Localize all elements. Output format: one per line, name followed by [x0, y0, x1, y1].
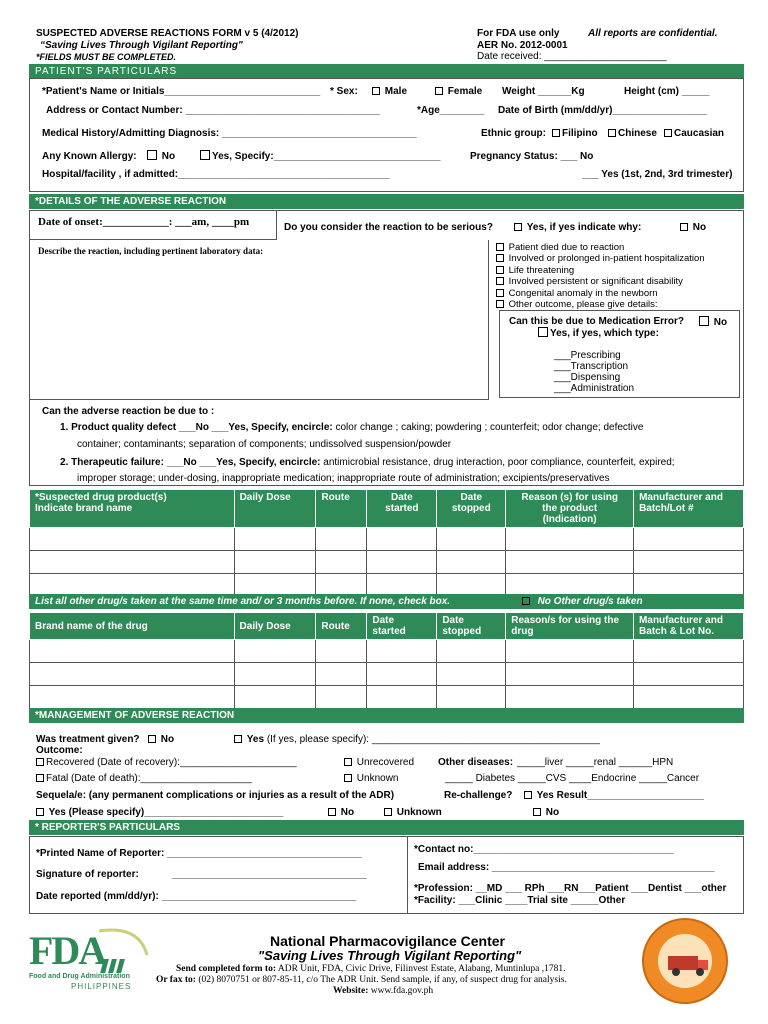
unknown-option[interactable]: Unknown	[344, 773, 398, 784]
serious-no-checkbox[interactable]	[680, 223, 688, 231]
other-drugs-table	[29, 612, 744, 709]
rechallenge-yes-option[interactable]: Yes Result_____________________	[524, 790, 704, 801]
facility-field[interactable]: *Facility: ___Clinic ____Trial site _____Other	[414, 895, 626, 906]
col-date-started: Date started	[367, 490, 437, 528]
col-daily-dose: Daily Dose	[234, 613, 316, 640]
ethnic-label: Ethnic group:	[481, 128, 546, 139]
treatment-no-checkbox[interactable]	[148, 735, 156, 743]
weight-field[interactable]: Weight ______Kg	[502, 86, 585, 97]
due-to-question: Can the adverse reaction be due to :	[42, 406, 215, 417]
other-diseases-label: Other diseases:	[438, 757, 514, 768]
medical-history-field[interactable]: Medical History/Admitting Diagnosis: ___________________________________	[42, 128, 417, 139]
chinese-option[interactable]: Chinese	[608, 128, 657, 139]
header-slogan: “Saving Lives Through Vigilant Reporting"	[40, 40, 243, 51]
serious-question: Do you consider the reaction to be serious?	[284, 222, 493, 233]
table-row	[30, 640, 744, 663]
outcome-checkbox[interactable]	[496, 289, 504, 297]
outcome-checkbox[interactable]	[496, 254, 504, 262]
fax-to: Or fax to: (02) 8070751 or 807-85-11, c/o The ADR Unit. Send sample, if any, of suspect drug for analysis.	[156, 975, 567, 985]
col-date-stopped: Date stopped	[437, 490, 506, 528]
required-note: *FIELDS MUST BE COMPLETED.	[36, 52, 177, 62]
confidential-note: All reports are confidential.	[588, 28, 718, 39]
therapeutic-failure-options: improper storage; under-dosing, inappropriate medication; inappropriate route of administration; excipients/preservatives	[77, 473, 610, 484]
age-field[interactable]: *Age________	[417, 105, 485, 116]
hospital-field[interactable]: Hospital/facility , if admitted:______________________________________	[42, 169, 390, 180]
outcome-checkbox[interactable]	[496, 266, 504, 274]
outcome-item[interactable]: Involved persistent or significant disability	[496, 276, 705, 287]
med-error-type[interactable]: ___Administration	[554, 383, 635, 394]
fda-logo-text: FDA	[29, 928, 106, 973]
outcome-item[interactable]: Congenital anomaly in the newborn	[496, 288, 705, 299]
send-to: Send completed form to: ADR Unit, FDA, Civic Drive, Filinvest Estate, Alabang, Muntinlupa ,1781.	[176, 964, 566, 974]
allergy-label: Any Known Allergy:	[42, 151, 137, 162]
suspected-drug-table	[29, 489, 744, 597]
med-error-question: Can this be due to Medication Error?	[509, 316, 685, 327]
filipino-checkbox[interactable]	[552, 129, 560, 137]
describe-reaction-area[interactable]	[29, 240, 489, 400]
outcome-checkbox[interactable]	[496, 300, 504, 308]
reporter-divider	[407, 836, 408, 914]
no-other-drugs-option[interactable]: No Other drug/s taken	[522, 596, 643, 607]
table-row	[30, 551, 744, 574]
col-route: Route	[316, 613, 367, 640]
outcome-list	[496, 242, 705, 310]
med-error-yes-checkbox[interactable]	[538, 327, 548, 337]
unknown-checkbox[interactable]	[344, 774, 352, 782]
diseases-line-2[interactable]: _____ Diabetes _____CVS ____Endocrine _____Cancer	[445, 773, 700, 784]
col-suspected-drug: *Suspected drug product(s) Indicate brand name	[30, 490, 235, 528]
sex-label: * Sex:	[330, 86, 358, 97]
rechallenge-label: Re-challenge?	[444, 790, 513, 801]
signature-field[interactable]: ___________________________________	[172, 869, 367, 880]
contact-field[interactable]: *Contact no:____________________________________	[414, 844, 674, 855]
rechallenge-no-option[interactable]: No	[533, 807, 559, 818]
med-error-no-checkbox[interactable]	[699, 316, 709, 326]
med-error-yes-option[interactable]: Yes, if yes, which type:	[538, 327, 659, 339]
col-date-stopped: Date stopped	[437, 613, 506, 640]
product-quality-defect[interactable]: 1. Product quality defect ___No ___Yes, Specify, encircle: color change ; caking; powdering ; counterfeit; odor change; defective	[60, 422, 644, 433]
rechallenge-no-checkbox[interactable]	[533, 808, 541, 816]
med-error-type[interactable]: ___Transcription	[554, 361, 629, 372]
outcome-label: Outcome:	[36, 745, 83, 756]
onset-field[interactable]: Date of onset:____________: ___am, ____pm	[38, 216, 250, 228]
serious-yes-checkbox[interactable]	[514, 223, 522, 231]
rechallenge-yes-checkbox[interactable]	[524, 791, 532, 799]
male-option[interactable]: Male	[372, 86, 407, 97]
fatal-checkbox[interactable]	[36, 774, 44, 782]
table-row	[30, 528, 744, 551]
recovered-checkbox[interactable]	[36, 758, 44, 766]
sequela-unknown-option[interactable]: Unknown	[384, 807, 442, 818]
date-received-field[interactable]: Date received: ______________________	[477, 51, 667, 62]
fda-logo-country: PHILIPPINES	[71, 982, 132, 991]
email-field[interactable]: Email address: ________________________________________	[418, 862, 715, 873]
fda-logo-subtitle: Food and Drug Administration	[29, 973, 130, 980]
serious-yes-option[interactable]: Yes, if yes indicate why:	[514, 222, 641, 233]
caucasian-option[interactable]: Caucasian	[664, 128, 724, 139]
col-reason: Reason/s for using the drug	[506, 613, 634, 640]
allergy-yes-checkbox[interactable]	[200, 150, 210, 160]
pregnancy-status[interactable]: Pregnancy Status: ___ No	[470, 151, 594, 162]
treatment-question: Was treatment given?	[36, 734, 140, 745]
other-drugs-instruction: List all other drug/s taken at the same time and/ or 3 months before. If none, check box.	[35, 596, 451, 607]
aer-number: AER No. 2012-0001	[477, 40, 568, 51]
website[interactable]: Website: www.fda.gov.ph	[333, 986, 434, 996]
fda-logo	[29, 925, 149, 995]
col-date-started: Date started	[367, 613, 437, 640]
describe-label: Describe the reaction, including pertinent laboratory data:	[38, 246, 264, 256]
treatment-no-option[interactable]: No	[148, 734, 174, 745]
diseases-line-1[interactable]: _____liver _____renal ______HPN	[517, 757, 674, 768]
chinese-checkbox[interactable]	[608, 129, 616, 137]
table-row	[30, 663, 744, 686]
address-field[interactable]: Address or Contact Number: ___________________________________	[46, 105, 381, 116]
unrecovered-option[interactable]: Unrecovered	[344, 757, 414, 768]
med-error-types	[554, 350, 634, 394]
outcome-item[interactable]: Involved or prolonged in-patient hospitalization	[496, 253, 705, 264]
allergy-no-option[interactable]: No	[147, 150, 175, 162]
other-drugs-bar	[29, 594, 744, 609]
fatal-option[interactable]: Fatal (Date of death):____________________	[36, 773, 252, 784]
col-manufacturer: Manufacturer and Batch/Lot #	[634, 490, 744, 528]
therapeutic-failure[interactable]: 2. Therapeutic failure: ___No ___Yes, Specify, encircle: antimicrobial resistance, drug interaction, poor compliance, counterfeit, expired;	[60, 457, 675, 468]
sequela-label: Sequela/e: (any permanent complications or injuries as a result of the ADR)	[36, 790, 395, 801]
pharmacovigilance-seal	[642, 918, 728, 1004]
outcome-checkbox[interactable]	[496, 243, 504, 251]
treatment-yes-option[interactable]: Yes (If yes, please specify): _________________________________________	[234, 734, 600, 745]
outcome-item[interactable]: Patient died due to reaction	[496, 242, 705, 253]
allergy-no-checkbox[interactable]	[147, 150, 157, 160]
med-error-no-option[interactable]: No	[699, 316, 727, 328]
recovered-option[interactable]: Recovered (Date of recovery):_____________________	[36, 757, 297, 768]
sequela-unknown-checkbox[interactable]	[384, 808, 392, 816]
reporter-name-field[interactable]: *Printed Name of Reporter: ___________________________________	[36, 848, 362, 859]
col-reason: Reason (s) for using the product (Indication)	[506, 490, 634, 528]
filipino-option[interactable]: Filipino	[552, 128, 598, 139]
signature-label: Signature of reporter:	[36, 869, 139, 880]
col-brand-name: Brand name of the drug	[30, 613, 235, 640]
center-name: National Pharmacovigilance Center	[270, 933, 505, 949]
no-other-drugs-checkbox[interactable]	[522, 597, 530, 605]
male-checkbox[interactable]	[372, 87, 380, 95]
section-management: *MANAGEMENT OF ADVERSE REACTION	[29, 708, 744, 723]
footer-slogan: "Saving Lives Through Vigilant Reporting"	[258, 948, 522, 963]
unrecovered-checkbox[interactable]	[344, 758, 352, 766]
sequela-yes-checkbox[interactable]	[36, 808, 44, 816]
section-reporter: * REPORTER'S PARTICULARS	[29, 820, 744, 835]
female-option[interactable]: Female	[435, 86, 482, 97]
allergy-yes-option[interactable]: Yes, Specify:______________________________	[200, 150, 441, 162]
serious-no-option[interactable]: No	[680, 222, 706, 233]
med-error-type[interactable]: ___Dispensing	[554, 372, 621, 383]
treatment-yes-checkbox[interactable]	[234, 735, 242, 743]
sequela-no-option[interactable]: No	[328, 807, 354, 818]
height-field[interactable]: Height (cm) _____	[624, 86, 710, 97]
patient-name-field[interactable]: *Patient's Name or Initials____________________________	[42, 86, 321, 97]
outcome-item[interactable]: Other outcome, please give details:	[496, 299, 705, 310]
caucasian-checkbox[interactable]	[664, 129, 672, 137]
product-quality-options: container; contaminants; separation of components; undissolved suspension/powder	[77, 439, 452, 450]
col-manufacturer: Manufacturer and Batch & Lot No.	[634, 613, 744, 640]
col-route: Route	[316, 490, 367, 528]
form-title: SUSPECTED ADVERSE REACTIONS FORM v 5 (4/2012)	[36, 28, 299, 39]
profession-field[interactable]: *Profession: __MD ___ RPh ___RN___Patient ___Dentist ___other	[414, 883, 727, 894]
sequela-no-checkbox[interactable]	[328, 808, 336, 816]
dob-field[interactable]: Date of Birth (mm/dd/yr)_________________	[498, 105, 707, 116]
med-error-type[interactable]: ___Prescribing	[554, 350, 621, 361]
sequela-yes-option[interactable]: Yes (Please specify)_________________________	[36, 807, 283, 818]
fda-use-label: For FDA use only	[477, 28, 560, 39]
section-adverse-reaction: *DETAILS OF THE ADVERSE REACTION	[29, 194, 744, 209]
table-row	[30, 686, 744, 709]
col-daily-dose: Daily Dose	[234, 490, 316, 528]
female-checkbox[interactable]	[435, 87, 443, 95]
date-reported-field[interactable]: Date reported (mm/dd/yr): ___________________________________	[36, 891, 357, 902]
trimester-field[interactable]: ___ Yes (1st, 2nd, 3rd trimester)	[582, 169, 733, 180]
section-patient: PATIENT'S PARTICULARS	[29, 64, 744, 79]
ambulance-icon	[662, 950, 712, 976]
outcome-checkbox[interactable]	[496, 277, 504, 285]
outcome-item[interactable]: Life threatening	[496, 265, 705, 276]
